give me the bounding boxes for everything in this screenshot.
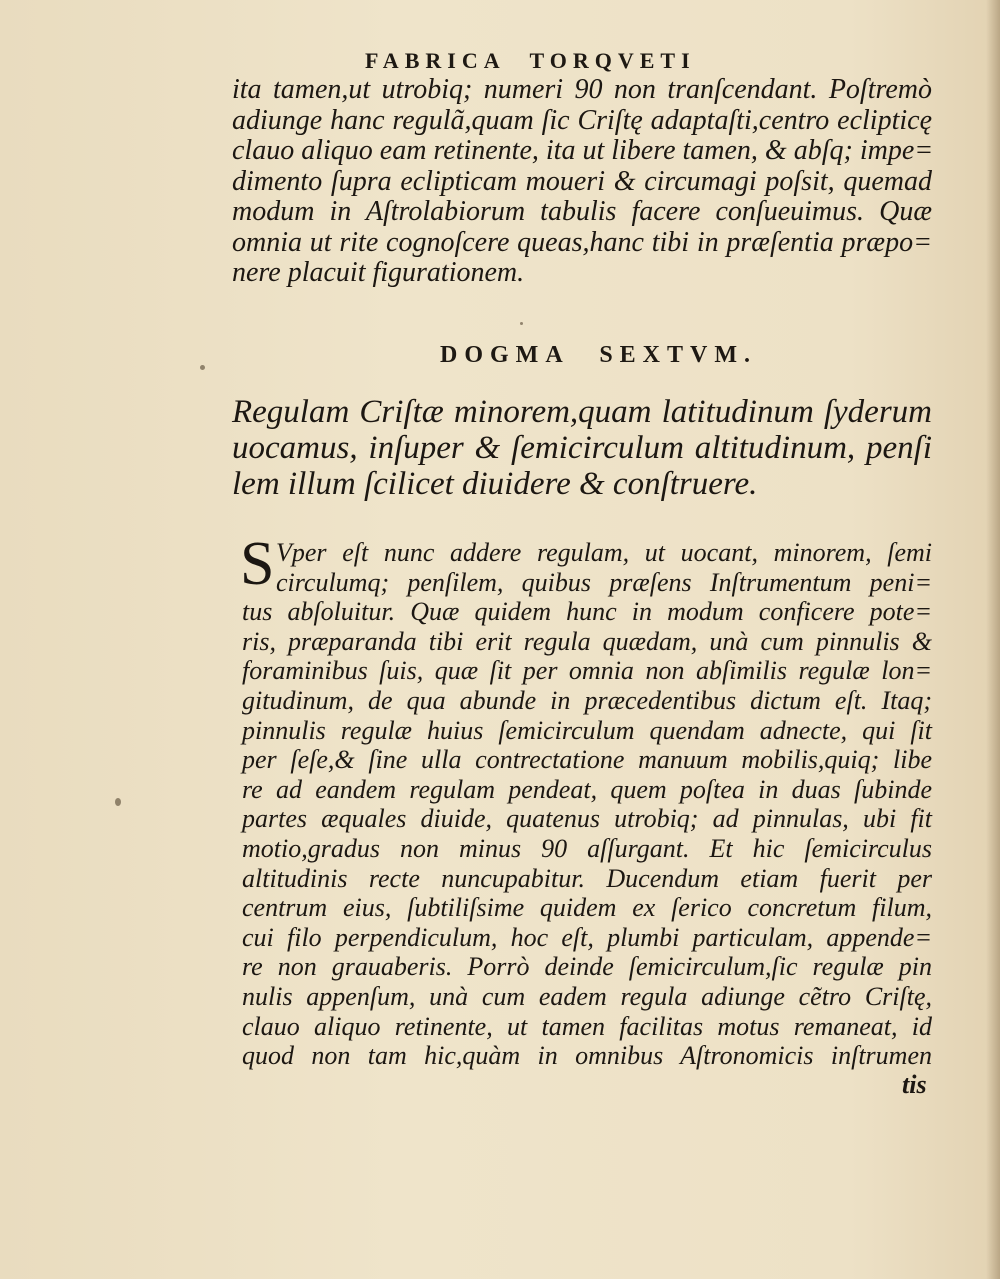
text-line: motio,gradus non minus 90 aſſurgant. Et hic ſemicirculus [242,833,932,863]
text-line: circulumq; penſilem, quibus præſens Inſtrumentum peni= [276,567,932,597]
text-line: partes æquales diuide, quatenus utrobiq; ad pinnulas, ubi fit [242,804,932,834]
paragraph-1 [232,75,932,289]
text-line: nere placuit figurationem. [232,257,525,288]
text-line: omnia ut rite cognoſcere queas,hanc tibi in præſentia præpo= [232,226,932,258]
text-line: adiunge hanc regulã,quam ſic Criſtę adaptaſti,centro eclipticę [232,104,932,136]
title-line: Regulam Criſtæ minorem,quam latitudinum ſyderum [232,394,932,430]
text-line: pinnulis regulæ huius ſemicirculum quendam adnecte, qui ſit [242,715,932,745]
text-line: nulis appenſum, unà cum eadem regula adiunge cẽtro Criſtę, [242,981,932,1011]
text-line: cui filo perpendiculum, hoc eſt, plumbi particulam, appende= [242,922,932,952]
section-heading: DOGMA SEXTVM. [440,342,758,368]
text-line: clauo aliquo eam retinente, ita ut libere tamen, & abſq; impe= [232,135,934,166]
drop-cap: S [240,530,275,598]
text-line: dimento ſupra eclipticam moueri & circumagi poſsit, quemad [232,165,932,197]
title-line: uocamus, inſuper & ſemicirculum altitudinum, penſi [232,430,932,466]
text-line: modum in Aſtrolabiorum tabulis facere conſueuimus. Quæ [232,196,932,227]
text-line: centrum eius, ſubtiliſsime quidem ex ſerico concretum filum, [242,893,932,923]
section-title [232,394,932,502]
text-line: altitudinis recte nuncupabitur. Ducendum etiam fuerit per [242,863,932,893]
text-line: foraminibus ſuis, quæ ſit per omnia non abſimilis regulæ lon= [242,656,932,686]
text-line: quod non tam hic,quàm in omnibus Aſtronomicis inſtrumen [242,1041,932,1071]
page-edge-shadow [986,0,1000,1279]
title-line: lem illum ſcilicet diuidere & conſtruere. [232,466,758,502]
ink-speck [520,322,523,325]
text-line: per ſeſe,& ſine ulla contrectatione manuum mobilis,quiq; libe [242,745,932,775]
text-line: re non grauaberis. Porrò deinde ſemicirculum,ſic regulæ pin [242,952,932,982]
text-line: gitudinum, de qua abunde in præcedentibus dictum eſt. Itaq; [242,685,932,715]
catchword: tis [902,1070,927,1099]
text-line: Vper eſt nunc addere regulam, ut uocant, minorem, ſemi [276,538,932,567]
body-text [240,530,932,1071]
text-line: tus abſoluitur. Quæ quidem hunc in modum conficere pote= [242,597,932,627]
text-line: clauo aliquo retinente, ut tamen facilitas motus remaneat, id [242,1011,932,1041]
running-head: FABRICA TORQVETI [365,48,696,73]
text-line: ita tamen,ut utrobiq; numeri 90 non tranſcendant. Poſtremò [232,74,932,105]
ink-speck [115,798,121,806]
text-line: re ad eandem regulam pendeat, quem poſtea in duas ſubinde [242,774,932,804]
text-line: ris, præparanda tibi erit regula quædam, unà cum pinnulis & [242,626,932,656]
ink-speck [200,365,205,370]
